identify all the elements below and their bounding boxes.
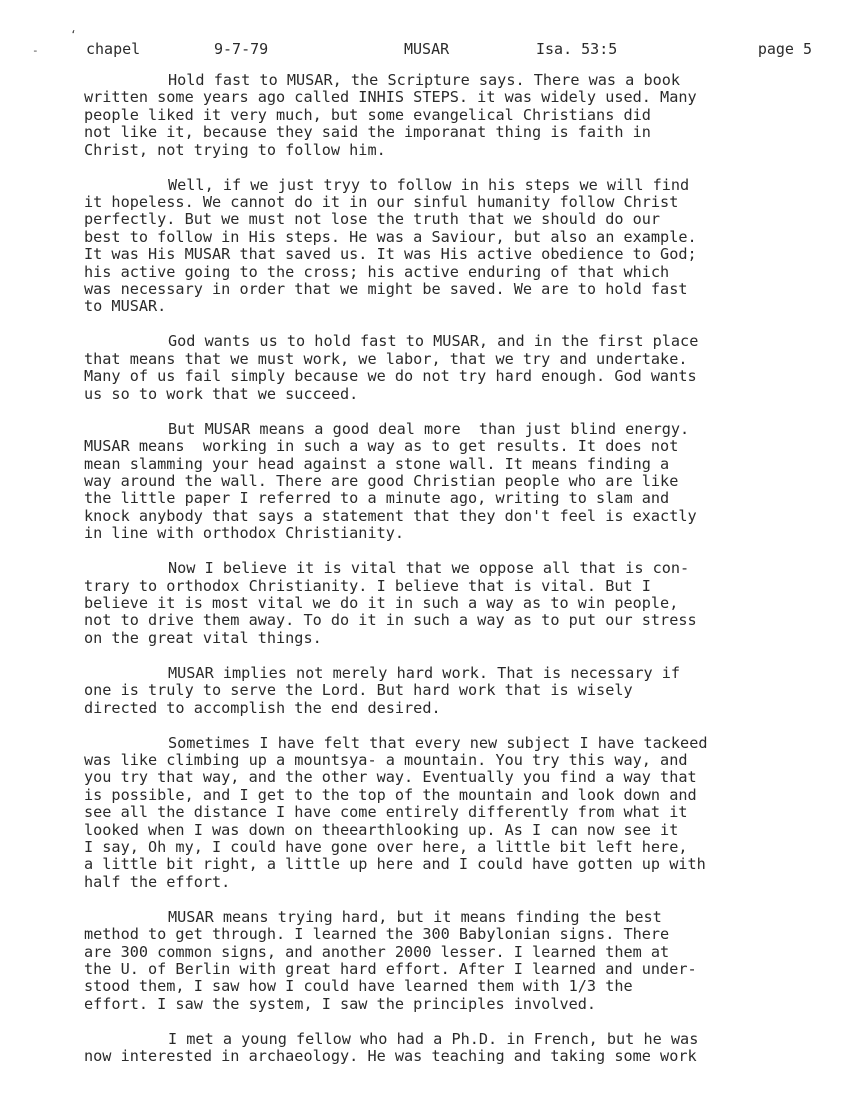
text-line: perfectly. But we must not lose the truth that we should do our	[84, 210, 661, 229]
text-line: directed to accomplish the end desired.	[84, 698, 441, 717]
paragraph	[84, 735, 824, 892]
text-line: his active going to the cross; his active enduring of that which	[84, 262, 670, 281]
text-line: are 300 common signs, and another 2000 lesser. I learned them at	[84, 942, 670, 961]
text-line: to MUSAR.	[84, 297, 167, 316]
text-line: Now I believe it is vital that we oppose all that is con-	[168, 559, 690, 578]
header-location: chapel	[86, 40, 141, 58]
text-line: not like it, because they said the imporanat thing is faith in	[84, 123, 651, 142]
text-line: knock anybody that says a statement that they don't feel is exactly	[84, 506, 697, 525]
header-title: MUSAR	[404, 40, 450, 58]
text-line: It was His MUSAR that saved us. It was His active obedience to God;	[84, 245, 697, 264]
paragraph	[84, 177, 824, 316]
paragraph	[84, 333, 824, 403]
text-line: in line with orthodox Christianity.	[84, 524, 405, 543]
text-line: Christ, not trying to follow him.	[84, 140, 386, 159]
text-line: method to get through. I learned the 300 Babylonian signs. There	[84, 925, 670, 944]
text-line: the little paper I referred to a minute ago, writing to slam and	[84, 489, 670, 508]
text-line: way around the wall. There are good Christian people who are like	[84, 471, 679, 490]
text-line: see all the distance I have come entirely differently from what it	[84, 803, 688, 822]
text-line: stood them, I saw how I could have learned them with 1/3 the	[84, 977, 633, 996]
text-line: us so to work that we succeed.	[84, 384, 359, 403]
margin-mark: ‘	[70, 28, 77, 41]
text-line: MUSAR implies not merely hard work. That is necessary if	[168, 663, 681, 682]
text-line: was like climbing up a mountsya- a mountain. You try this way, and	[84, 750, 688, 769]
text-line: it hopeless. We cannot do it in our sinful humanity follow Christ	[84, 193, 679, 212]
text-line: on the great vital things.	[84, 628, 322, 647]
text-line: Well, if we just tryy to follow in his steps we will find	[168, 175, 690, 194]
text-line: Many of us fail simply because we do not try hard enough. God wants	[84, 367, 697, 386]
text-line: is possible, and I get to the top of the mountain and look down and	[84, 785, 697, 804]
header-page-number: page 5	[757, 40, 812, 58]
text-line: a little bit right, a little up here and I could have gotten up with	[84, 855, 706, 874]
text-line: Hold fast to MUSAR, the Scripture says. There was a book	[168, 71, 681, 89]
text-line: one is truly to serve the Lord. But hard work that is wisely	[84, 681, 633, 700]
header-scripture-reference: Isa. 53:5	[536, 40, 618, 58]
paragraph	[84, 560, 824, 647]
text-line: now interested in archaeology. He was teaching and taking some work	[84, 1047, 697, 1066]
paragraph	[84, 72, 824, 159]
text-line: looked when I was down on theearthlooking up. As I can now see it	[84, 820, 679, 839]
text-line: I say, Oh my, I could have gone over here, a little bit left here,	[84, 838, 688, 856]
text-line: written some years ago called INHIS STEPS. it was widely used. Many	[84, 88, 697, 107]
text-line: I met a young fellow who had a Ph.D. in French, but he was	[168, 1029, 699, 1048]
text-line: believe it is most vital we do it in such a way as to win people,	[84, 593, 679, 612]
text-line: people liked it very much, but some evangelical Christians did	[84, 105, 651, 124]
text-line: trary to orthodox Christianity. I believe that is vital. But I	[84, 576, 651, 595]
text-line: Sometimes I have felt that every new subject I have tackeed	[168, 733, 708, 752]
paragraph	[84, 665, 824, 717]
text-line: not to drive them away. To do it in such a way as to put our stress	[84, 611, 697, 630]
header-date: 9-7-79	[214, 40, 269, 58]
paragraph	[84, 421, 824, 543]
document-body	[84, 72, 824, 1083]
text-line: best to follow in His steps. He was a Saviour, but also an example.	[84, 227, 697, 246]
text-line: that means that we must work, we labor, that we try and undertake.	[84, 349, 688, 368]
text-line: the U. of Berlin with great hard effort. After I learned and under-	[84, 960, 697, 979]
text-line: mean slamming your head against a stone wall. It means finding a	[84, 454, 670, 473]
margin-mark: -	[32, 44, 39, 57]
paragraph	[84, 1031, 824, 1066]
text-line: was necessary in order that we might be saved. We are to hold fast	[84, 280, 688, 299]
text-line: But MUSAR means a good deal more than just blind energy.	[168, 419, 690, 438]
page-header	[86, 40, 812, 62]
text-line: half the effort.	[84, 872, 231, 891]
text-line: effort. I saw the system, I saw the principles involved.	[84, 994, 597, 1013]
text-line: you try that way, and the other way. Eventually you find a way that	[84, 768, 697, 787]
text-line: MUSAR means working in such a way as to get results. It does not	[84, 437, 679, 456]
paragraph	[84, 909, 824, 1013]
text-line: MUSAR means trying hard, but it means finding the best	[168, 907, 662, 926]
text-line: God wants us to hold fast to MUSAR, and in the first place	[168, 332, 699, 351]
